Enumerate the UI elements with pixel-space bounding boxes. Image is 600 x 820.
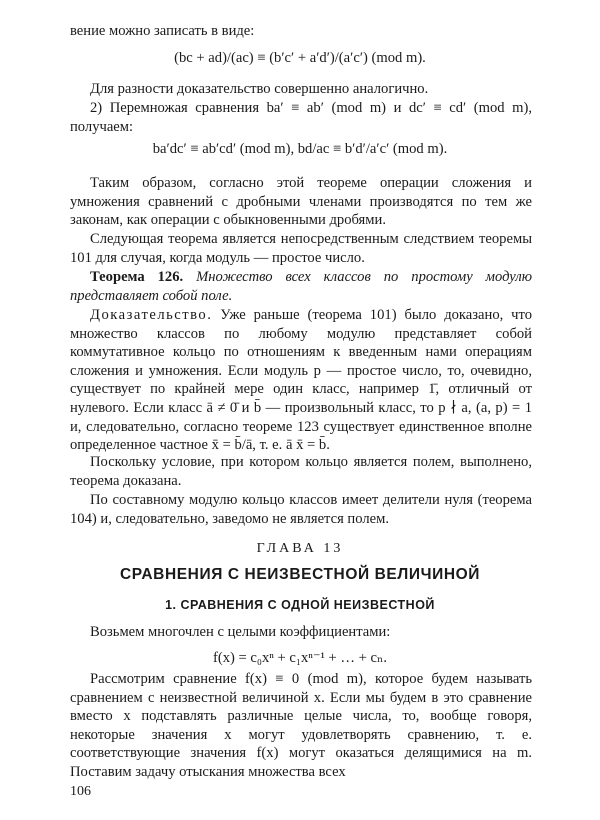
page-number: 106 xyxy=(70,784,91,799)
theorem-statement: Множество всех классов по простому модулю представляет собой поле. xyxy=(70,269,532,304)
formula-sum: (bc + ad)/(ac) ≡ (b′c′ + a′d′)/(a′c′) (mod m). xyxy=(174,50,426,66)
paragraph-corollary: Следующая теорема является непосредственным следствием теоремы 101 для случая, когда модуль — простое число. xyxy=(70,231,532,266)
formula-polynomial: f(x) = c₀xⁿ + c₁xⁿ⁻¹ + … + cₙ. xyxy=(212,650,387,666)
paragraph-polynomial: Возьмем многочлен с целыми коэффициентами: xyxy=(90,624,391,640)
section-title: 1. СРАВНЕНИЯ С ОДНОЙ НЕИЗВЕСТНОЙ xyxy=(165,598,435,612)
proof-paragraph xyxy=(70,306,532,455)
theorem-126 xyxy=(70,268,532,305)
paragraph-congruence: Рассмотрим сравнение f(x) ≡ 0 (mod m), которое будем называть сравнением с неизвестной величиной x. Если мы будем в это сравнение вместо x подставлять различные целые числа, то, вообще говоря, некоторые значения x могут удовлетворять сравнению, т. е. соответствующие значения f(x) могут оказаться делящимися на m. Поставим задачу отыскания множества всех xyxy=(70,671,532,780)
chapter-label: ГЛАВА 13 xyxy=(256,541,344,556)
chapter-title: СРАВНЕНИЯ С НЕИЗВЕСТНОЙ ВЕЛИЧИНОЙ xyxy=(119,566,481,583)
paragraph-composite-modulus: По составному модулю кольцо классов имеет делители нуля (теорема 104) и, следовательно, заведомо не является полем. xyxy=(70,492,532,527)
paragraph-conclusion: Таким образом, согласно этой теореме операции сложения и умножения сравнений с дробными членами производятся по тем же законам, как операции с обыкновенными дробями. xyxy=(70,175,532,229)
paragraph-continuation: вение можно записать в виде: xyxy=(70,23,255,39)
proof-label: Доказательство. xyxy=(90,307,213,323)
formula-product: ba′dc′ ≡ ab′cd′ (mod m), bd/ac ≡ b′d′/a′c′ (mod m). xyxy=(152,141,448,157)
paragraph-difference: Для разности доказательство совершенно аналогично. xyxy=(90,81,429,97)
theorem-title: Теорема 126. xyxy=(90,269,184,285)
paragraph-multiplication: 2) Перемножая сравнения ba′ ≡ ab′ (mod m) и dc′ ≡ cd′ (mod m), получаем: xyxy=(70,100,532,135)
proof-text: Уже раньше (теорема 101) было доказано, что множество классов по любому модулю представляет собой коммутативное кольцо по отношениям к введенным нами операциям сложения и умножения. Если модуль p — простое число, то, очевидно, существует по крайней мере один класс, например 1̄, отличный от нулевого. Если класс ā ≠ 0̄ и b̄ — произвольный класс, то p ∤ a, (a, p) = 1 и, следовательно, согласно теореме 123 существует единственное вполне определенное частное x̄ = b̄/ā, т. е. ā x̄ = b̄. xyxy=(70,307,532,454)
paragraph-ring-field: Поскольку условие, при котором кольцо является полем, выполнено, теорема доказана. xyxy=(70,454,532,489)
